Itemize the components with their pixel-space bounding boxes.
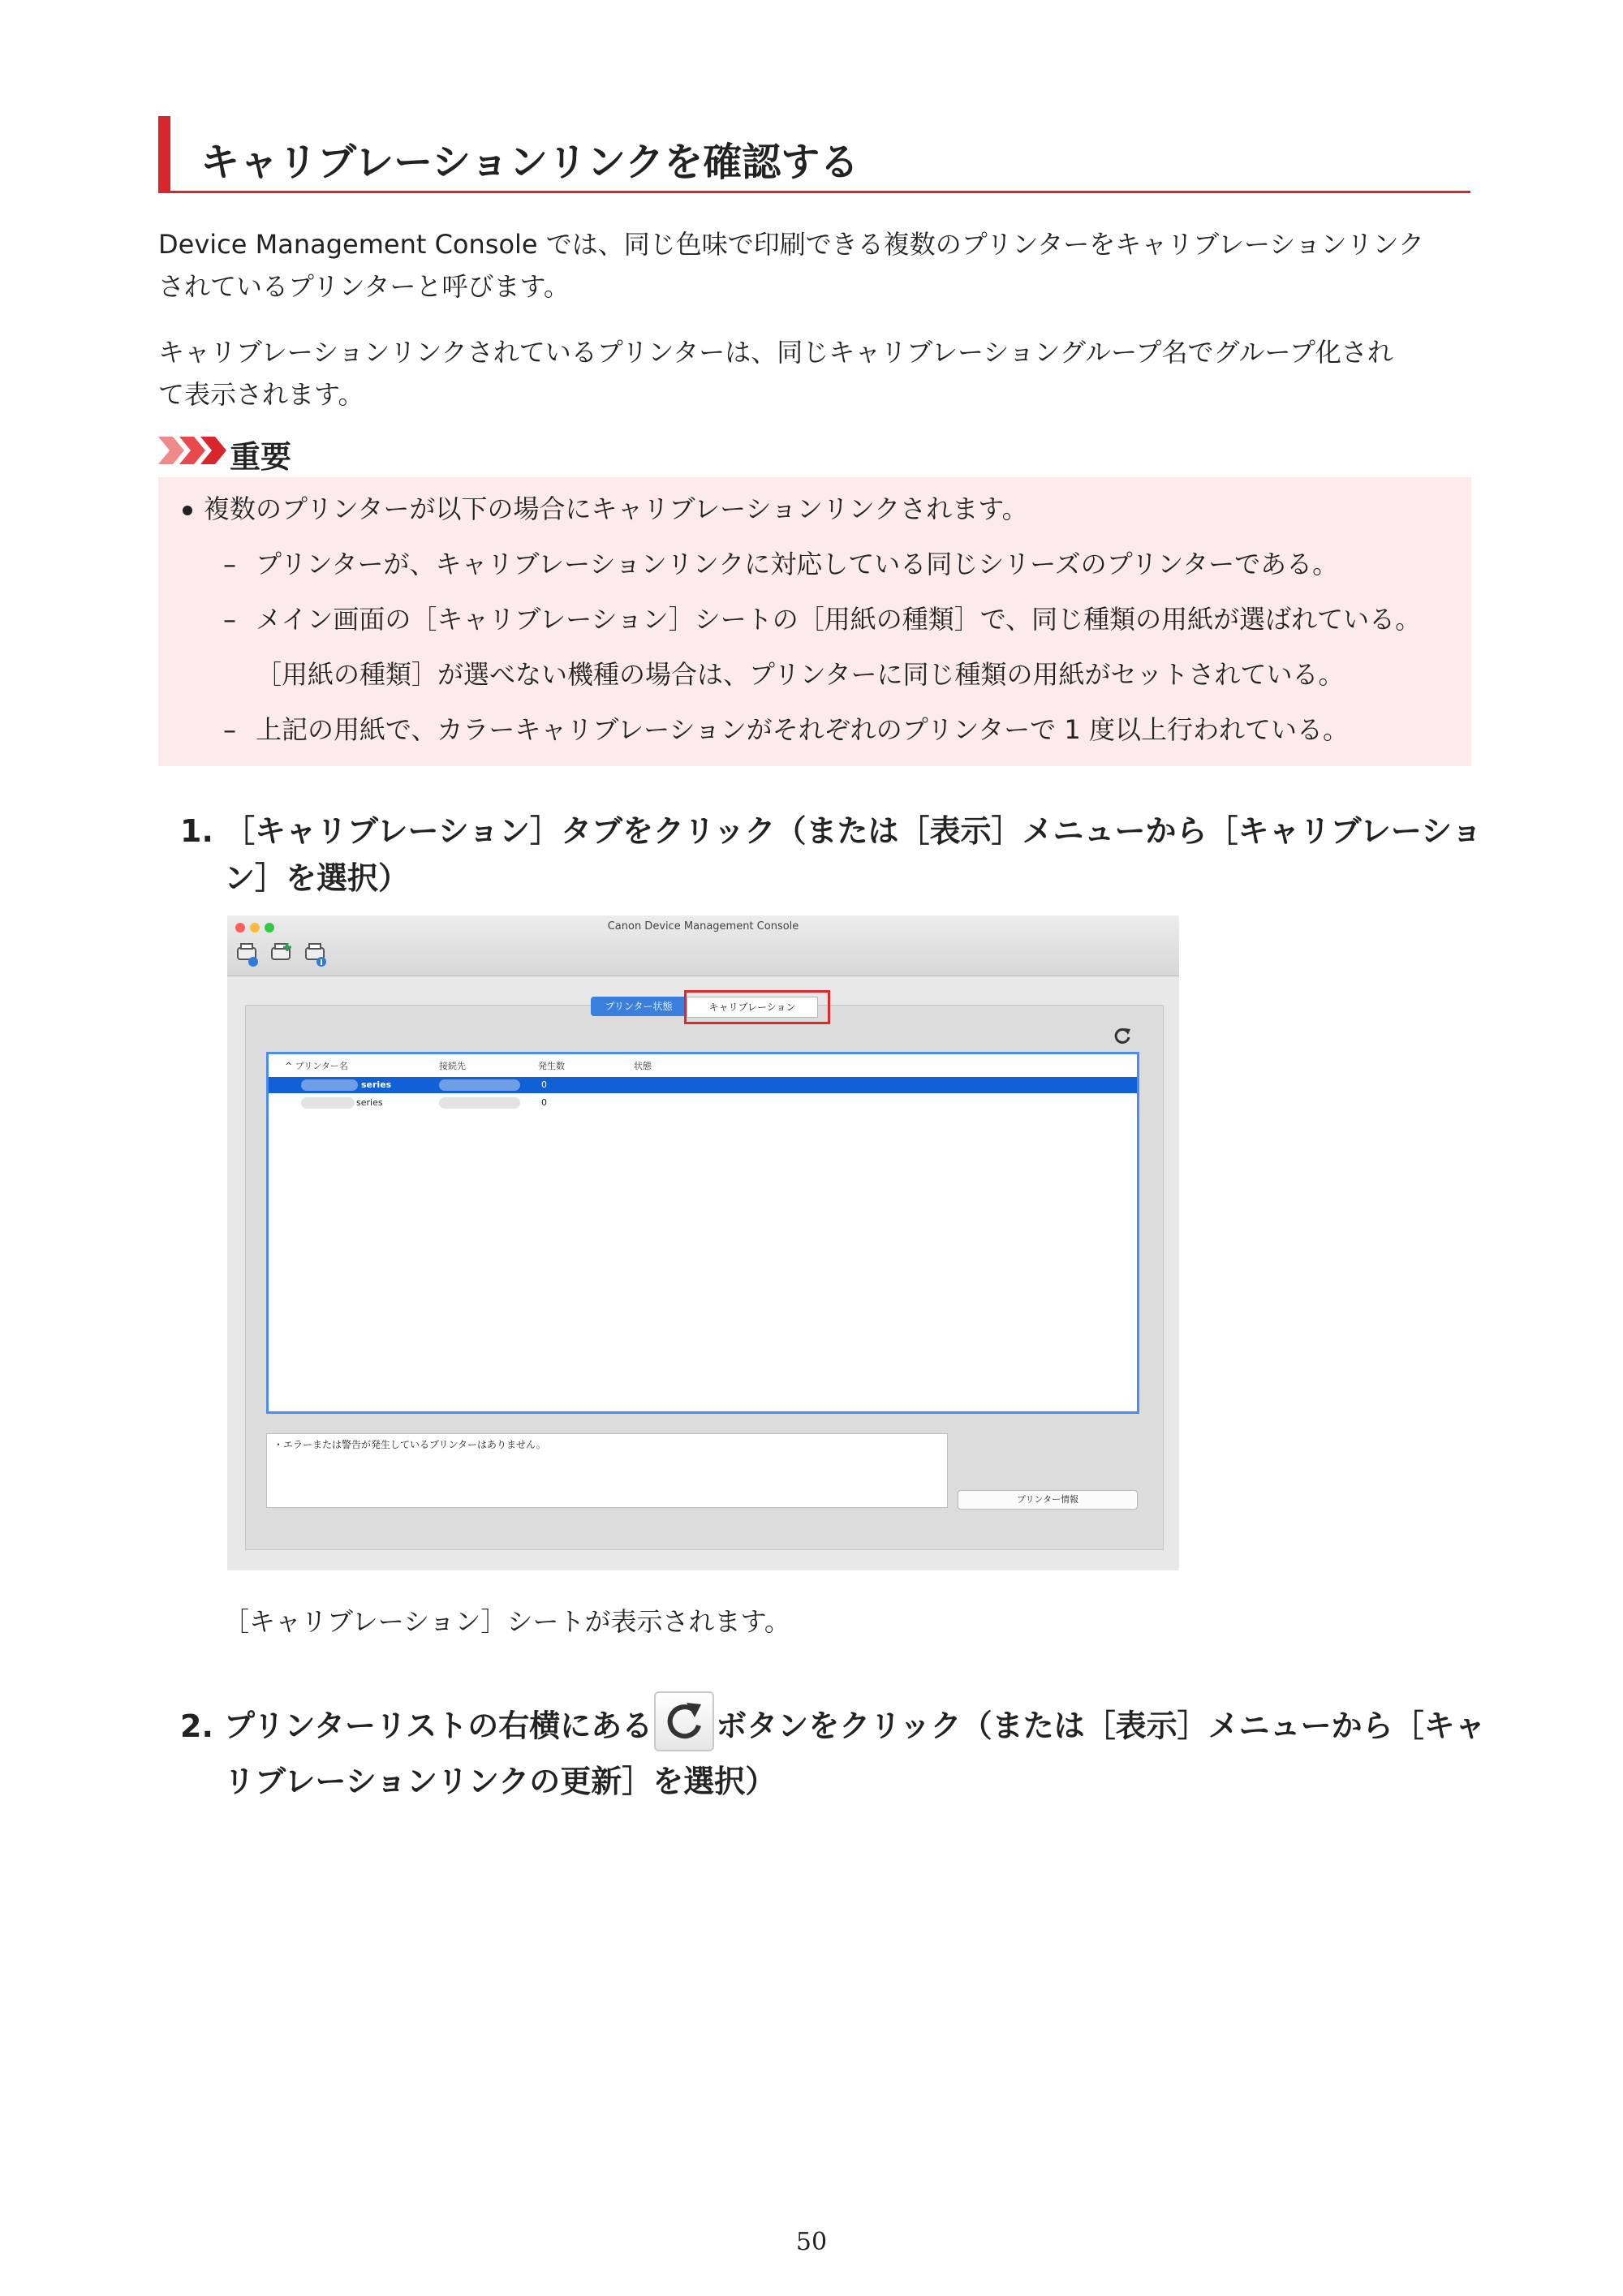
important-box: [158, 477, 1471, 766]
important-item: [223, 599, 1421, 636]
row-name: series: [356, 1097, 383, 1108]
item-text: 上記の用紙で、カラーキャリブレーションがそれぞれのプリンターで 1 度以上行われている。: [256, 714, 1349, 745]
column-header-status[interactable]: 状態: [634, 1061, 652, 1071]
caption-text: ［キャリブレーション］シートが表示されます。: [223, 1606, 790, 1637]
important-item: [223, 544, 1338, 581]
page-title: キャリブレーションリンクを確認する: [200, 140, 859, 185]
table-row[interactable]: [269, 1095, 1137, 1111]
step-text: プリンターリストの右横にある: [224, 1708, 653, 1744]
section-heading: [158, 116, 1470, 193]
row-name: series: [361, 1079, 392, 1090]
important-item-continuation: ［用紙の種類］が選べない機種の場合は、プリンターに同じ種類の用紙がセットされている。: [256, 659, 1345, 690]
window-titlebar: [227, 915, 1179, 976]
paragraph-line: されているプリンターと呼びます。: [158, 271, 570, 302]
intro-paragraph: [158, 223, 1473, 308]
refresh-icon[interactable]: [1112, 1026, 1133, 1047]
bullet-dot: [183, 506, 192, 515]
blurred-destination: [439, 1097, 520, 1109]
calibration-tab-highlight: [684, 990, 830, 1024]
row-count: 0: [541, 1079, 547, 1090]
dash-marker: –: [223, 714, 236, 745]
step-text-continuation: リブレーションリンクの更新］を選択）: [224, 1764, 777, 1799]
important-chevrons-icon: [158, 437, 226, 464]
step-number: 2.: [180, 1708, 213, 1744]
printer-settings-icon[interactable]: [235, 941, 260, 969]
dash-marker: –: [223, 604, 236, 635]
item-text: プリンターが、キャリブレーションリンクに対応している同じシリーズのプリンターである。: [256, 549, 1339, 579]
tab-printer-status[interactable]: プリンター状態: [591, 997, 687, 1016]
row-count: 0: [541, 1097, 547, 1108]
app-screenshot: [227, 915, 1179, 1570]
step-text: ボタンをクリック（または［表示］メニューから［キャ: [716, 1708, 1486, 1744]
paragraph-line: キャリブレーションリンクされているプリンターは、同じキャリブレーショングループ名でグループ化され: [158, 337, 1393, 368]
heading-accent-bar: [158, 116, 170, 191]
step-text: ［キャリブレーション］タブをクリック（または［表示］メニューから［キャリブレーショ: [224, 813, 1483, 849]
important-bullet: [183, 489, 1028, 526]
refresh-button-image: [654, 1691, 714, 1751]
bullet-text: 複数のプリンターが以下の場合にキャリブレーションリンクされます。: [204, 493, 1028, 524]
paragraph-line: て表示されます。: [158, 379, 364, 410]
important-title: 重要: [230, 439, 292, 475]
item-text: メイン画面の［キャリブレーション］シートの［用紙の種類］で、同じ種類の用紙が選ばれている。: [256, 604, 1422, 635]
refresh-icon: [656, 1693, 712, 1750]
column-header-destination[interactable]: 接続先: [439, 1061, 466, 1071]
column-header-name[interactable]: ^ プリンター名: [285, 1061, 348, 1071]
step-2: [180, 1698, 1486, 1805]
column-header-count[interactable]: 発生数: [538, 1061, 565, 1071]
step-number: 1.: [180, 813, 213, 849]
status-message-box: ・エラーまたは警告が発生しているプリンターはありません。: [266, 1433, 948, 1508]
screenshot-caption: [223, 1600, 1538, 1643]
tab-calibration[interactable]: キャリブレーション: [687, 997, 818, 1018]
dash-marker: –: [223, 549, 236, 579]
blurred-destination: [439, 1079, 520, 1091]
printer-list-table[interactable]: [266, 1052, 1139, 1414]
blurred-name: [301, 1097, 355, 1109]
step-text-continuation: ン］を選択）: [224, 860, 410, 896]
important-item: [223, 709, 1349, 747]
step-1: [180, 808, 1482, 902]
window-title: Canon Device Management Console: [607, 920, 799, 933]
paragraph-line: Device Management Console では、同じ色味で印刷できる複数のプリンターをキャリブレーションリンク: [158, 229, 1425, 260]
blurred-name: [301, 1079, 358, 1091]
grouping-paragraph: [158, 331, 1473, 416]
table-row[interactable]: [269, 1077, 1137, 1093]
add-printer-icon[interactable]: [269, 941, 294, 969]
printer-info-button[interactable]: プリンター情報: [958, 1490, 1138, 1510]
page-number: 50: [795, 2228, 828, 2256]
printer-info-icon[interactable]: [304, 941, 328, 969]
